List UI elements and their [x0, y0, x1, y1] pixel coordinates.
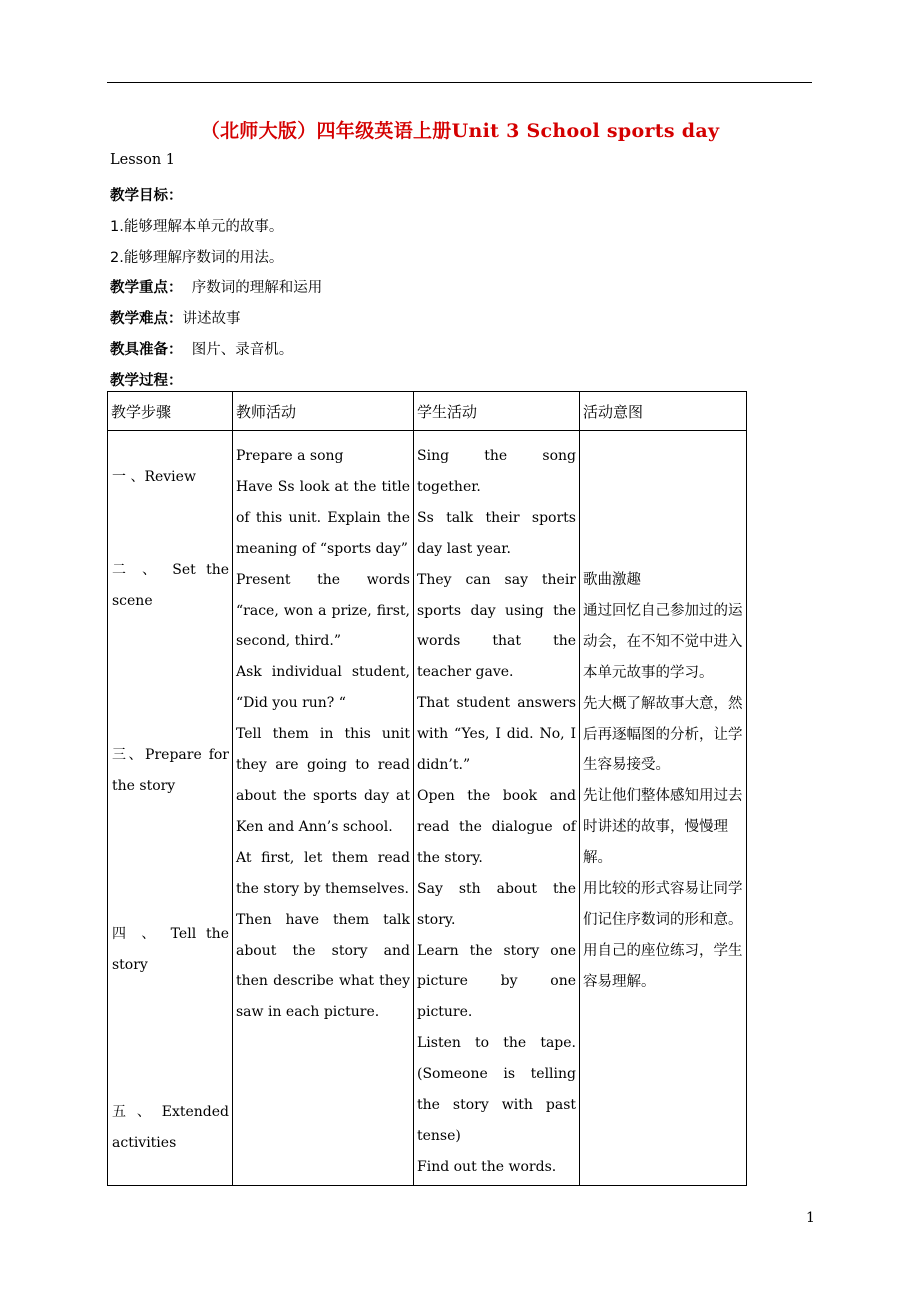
student-line: Find out the words. [417, 1158, 557, 1175]
materials-text: 图片、录音机。 [191, 342, 294, 358]
purpose-line: 歌曲激趣 [583, 572, 641, 588]
student-line: That student answers with “Yes, I did. No, I didn’t.” [417, 695, 576, 774]
step-prepare-story: 三、Prepare for the story [112, 747, 229, 794]
table-header-row [108, 392, 747, 431]
steps-cell [108, 431, 233, 1186]
student-line: They can say their sports day using the words that the teacher gave. [417, 571, 576, 681]
teacher-line: Prepare a song [236, 448, 344, 464]
purpose-line: 用比较的形式容易让同学们记住序数词的形和意。 [583, 881, 743, 928]
objectives-label: 教学目标： [110, 188, 183, 204]
student-line: Listen to the tape. (Someone is telling the story with past tense) [417, 1035, 576, 1144]
student-line: Open the book and read the dialogue of the story. [417, 787, 576, 866]
step-tell-story: 四 、 Tell the story [112, 926, 229, 973]
teacher-line: Present the words “race, won a prize, first, second, third.” [236, 571, 410, 650]
table-body-row [108, 431, 747, 1186]
objective-1: 1.能够理解本单元的故事。 [110, 219, 284, 235]
header-purpose: 活动意图 [580, 392, 747, 431]
difficulty-label: 教学难点： [110, 311, 183, 327]
header-teacher: 教师活动 [233, 392, 414, 431]
student-line: Ss talk their sports day last year. [417, 509, 576, 557]
purpose-line: 通过回忆自己参加过的运动会，在不知不觉中进入本单元故事的学习。 [583, 602, 743, 681]
purpose-line: 用自己的座位练习，学生容易理解。 [583, 942, 743, 990]
key-point-line [110, 276, 322, 297]
objective-2: 2.能够理解序数词的用法。 [110, 250, 284, 266]
purpose-cell [580, 431, 747, 1186]
page-number: 1 [806, 1210, 815, 1226]
purpose-line: 先大概了解故事大意，然后再逐幅图的分析，让学生容易接受。 [583, 695, 743, 774]
student-line: Sing the song together. [417, 448, 576, 495]
process-label: 教学过程： [110, 373, 183, 389]
purpose-line: 先让他们整体感知用过去时讲述的故事，慢慢理解。 [583, 788, 743, 867]
objectives-heading [110, 184, 183, 205]
student-line: Learn the story one picture by one picture. [417, 942, 576, 1021]
header-rule [107, 82, 812, 83]
document-title: （北师大版）四年级英语上册Unit 3 School sports day [200, 120, 720, 142]
step-set-scene: 二 、 Set the scene [112, 562, 229, 609]
teacher-line: Have Ss look at the title of this unit. Explain the meaning of “sports day” [236, 478, 410, 557]
materials-line [110, 338, 293, 359]
header-steps: 教学步骤 [108, 392, 233, 431]
lesson-label: Lesson 1 [110, 152, 175, 168]
teacher-line: At first, let them read the story by themselves. [236, 849, 410, 897]
step-extended: 五 、 Extended activities [112, 1104, 229, 1151]
step-review: 一 、Review [112, 469, 196, 485]
teacher-line: Ask individual student, “Did you run? “ [236, 664, 410, 712]
student-line: Say sth about the story. [417, 880, 576, 928]
student-activities-cell [414, 431, 580, 1186]
header-student: 学生活动 [414, 392, 580, 431]
key-point-text: 序数词的理解和运用 [191, 280, 323, 296]
teacher-activities-cell [233, 431, 414, 1186]
teacher-line: Then have them talk about the story and then describe what they saw in each picture. [236, 911, 410, 1021]
difficulty-text: 讲述故事 [182, 311, 241, 327]
materials-label: 教具准备： [110, 342, 183, 358]
process-heading [110, 369, 183, 390]
key-point-label: 教学重点： [110, 280, 183, 296]
lesson-plan-table [107, 391, 747, 1186]
teacher-line: Tell them in this unit they are going to read about the sports day at Ken and Ann’s school. [236, 726, 410, 835]
difficulty-line [110, 307, 241, 328]
